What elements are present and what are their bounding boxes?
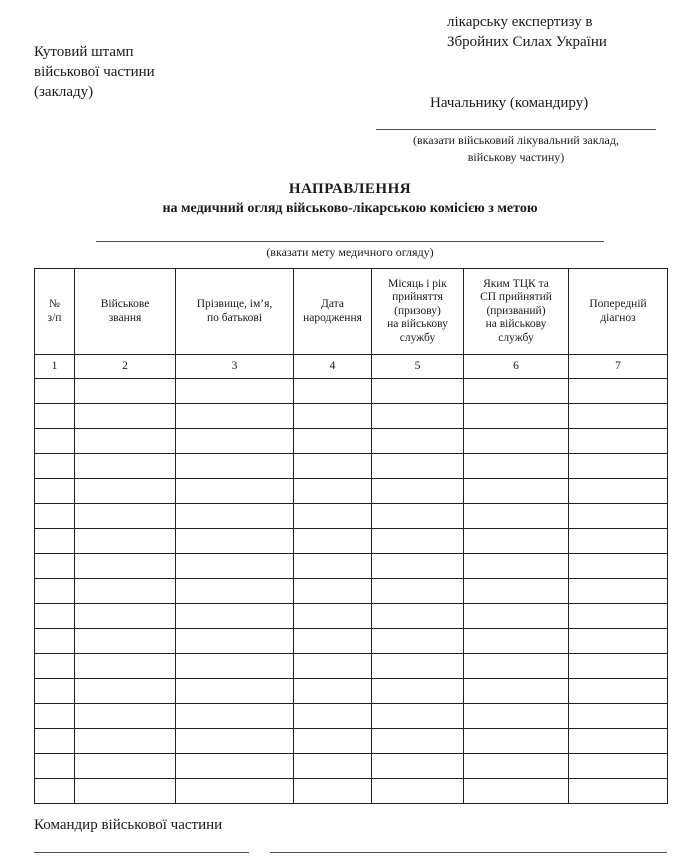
table-cell[interactable] — [464, 579, 569, 604]
addressee-blank-line[interactable] — [376, 129, 656, 130]
table-cell[interactable] — [372, 779, 464, 804]
table-cell[interactable] — [35, 704, 75, 729]
table-cell[interactable] — [75, 604, 176, 629]
column-number-cell: 4 — [294, 355, 372, 379]
table-cell[interactable] — [464, 529, 569, 554]
table-cell[interactable] — [294, 504, 372, 529]
table-header-cell: Прізвище, ім’я, по батькові — [176, 269, 294, 355]
table-cell[interactable] — [294, 704, 372, 729]
table-row — [35, 604, 668, 629]
table-cell[interactable] — [569, 779, 668, 804]
table-cell[interactable] — [75, 654, 176, 679]
table-cell[interactable] — [372, 379, 464, 404]
table-cell[interactable] — [464, 779, 569, 804]
table-cell[interactable] — [464, 679, 569, 704]
table-cell[interactable] — [464, 729, 569, 754]
table-cell[interactable] — [294, 654, 372, 679]
table-cell[interactable] — [569, 379, 668, 404]
table-cell[interactable] — [35, 679, 75, 704]
table-cell[interactable] — [176, 629, 294, 654]
table-cell[interactable] — [294, 554, 372, 579]
table-cell[interactable] — [35, 729, 75, 754]
table-cell[interactable] — [294, 579, 372, 604]
table-cell[interactable] — [294, 479, 372, 504]
table-header-cell: Дата народження — [294, 269, 372, 355]
column-number-cell: 7 — [569, 355, 668, 379]
table-cell[interactable] — [176, 554, 294, 579]
table-cell[interactable] — [75, 404, 176, 429]
table-row — [35, 579, 668, 604]
purpose-blank-line[interactable] — [96, 241, 604, 242]
table-cell[interactable] — [176, 654, 294, 679]
header-approval-line: Збройних Силах України — [447, 34, 607, 50]
column-number-cell: 1 — [35, 355, 75, 379]
table-cell[interactable] — [294, 404, 372, 429]
table-cell[interactable] — [569, 629, 668, 654]
header-approval-text — [447, 0, 607, 52]
table-cell[interactable] — [464, 704, 569, 729]
table-cell[interactable] — [569, 729, 668, 754]
table-cell[interactable] — [75, 479, 176, 504]
table-cell[interactable] — [372, 604, 464, 629]
addressee-label: Начальнику (командиру) — [430, 95, 589, 111]
table-header-cell: Попередній діагноз — [569, 269, 668, 355]
table-cell[interactable] — [176, 379, 294, 404]
corner-stamp-line: (закладу) — [34, 84, 94, 100]
table-cell[interactable] — [75, 554, 176, 579]
table-cell[interactable] — [35, 654, 75, 679]
table-cell[interactable] — [464, 454, 569, 479]
table-cell[interactable] — [294, 379, 372, 404]
corner-stamp-line: військової частини — [34, 64, 155, 80]
table-cell[interactable] — [294, 779, 372, 804]
signature-blank-line-left[interactable] — [34, 852, 249, 853]
table-cell[interactable] — [569, 404, 668, 429]
table-cell[interactable] — [464, 479, 569, 504]
table-cell[interactable] — [294, 679, 372, 704]
table-cell[interactable] — [176, 779, 294, 804]
table-row — [35, 779, 668, 804]
table-cell[interactable] — [35, 504, 75, 529]
table-row — [35, 479, 668, 504]
table-cell[interactable] — [569, 429, 668, 454]
table-cell[interactable] — [372, 579, 464, 604]
table-cell[interactable] — [569, 529, 668, 554]
table-cell[interactable] — [35, 579, 75, 604]
table-cell[interactable] — [176, 429, 294, 454]
table-header-cell: Яким ТЦК та СП прийнятий (призваний) на військову службу — [464, 269, 569, 355]
table-cell[interactable] — [569, 679, 668, 704]
table-cell[interactable] — [75, 754, 176, 779]
addressee-hint-line: (вказати військовий лікувальний заклад, — [413, 133, 619, 147]
table-cell[interactable] — [372, 504, 464, 529]
table-cell[interactable] — [464, 379, 569, 404]
table-cell[interactable] — [464, 754, 569, 779]
table-cell[interactable] — [372, 554, 464, 579]
table-cell[interactable] — [294, 454, 372, 479]
column-number-cell: 3 — [176, 355, 294, 379]
column-number-cell: 5 — [372, 355, 464, 379]
addressee-hint — [376, 132, 656, 166]
table-cell[interactable] — [372, 454, 464, 479]
table-row — [35, 629, 668, 654]
table-cell[interactable] — [569, 704, 668, 729]
table-cell[interactable] — [294, 604, 372, 629]
table-cell[interactable] — [35, 779, 75, 804]
column-number-row — [35, 355, 668, 379]
table-cell[interactable] — [35, 454, 75, 479]
table-cell[interactable] — [294, 729, 372, 754]
table-cell[interactable] — [75, 454, 176, 479]
table-cell[interactable] — [294, 529, 372, 554]
table-cell[interactable] — [35, 754, 75, 779]
table-cell[interactable] — [372, 679, 464, 704]
table-cell[interactable] — [35, 404, 75, 429]
document-subtitle: на медичний огляд військово-лікарською комісією з метою — [162, 201, 538, 216]
document-title: НАПРАВЛЕННЯ — [288, 181, 412, 197]
table-row — [35, 754, 668, 779]
table-cell[interactable] — [372, 479, 464, 504]
referral-table — [34, 268, 668, 804]
table-cell[interactable] — [294, 754, 372, 779]
table-cell[interactable] — [464, 429, 569, 454]
table-cell[interactable] — [176, 529, 294, 554]
table-cell[interactable] — [372, 704, 464, 729]
table-cell[interactable] — [75, 679, 176, 704]
table-row — [35, 679, 668, 704]
column-number-cell: 6 — [464, 355, 569, 379]
table-cell[interactable] — [75, 704, 176, 729]
table-cell[interactable] — [75, 779, 176, 804]
table-row — [35, 554, 668, 579]
table-cell[interactable] — [35, 604, 75, 629]
table-cell[interactable] — [176, 504, 294, 529]
table-cell[interactable] — [75, 379, 176, 404]
table-cell[interactable] — [569, 579, 668, 604]
corner-stamp-line: Кутовий штамп — [34, 44, 134, 60]
table-row — [35, 429, 668, 454]
table-cell[interactable] — [569, 479, 668, 504]
table-cell[interactable] — [464, 654, 569, 679]
table-cell[interactable] — [75, 729, 176, 754]
table-header-cell: Військове звання — [75, 269, 176, 355]
table-cell[interactable] — [294, 429, 372, 454]
table-row — [35, 454, 668, 479]
table-cell[interactable] — [569, 654, 668, 679]
table-cell[interactable] — [176, 479, 294, 504]
table-row — [35, 529, 668, 554]
table-cell[interactable] — [75, 529, 176, 554]
signature-blank-line-right[interactable] — [270, 852, 667, 853]
table-cell[interactable] — [176, 754, 294, 779]
purpose-hint: (вказати мету медичного огляду) — [266, 245, 434, 259]
table-cell[interactable] — [35, 429, 75, 454]
table-cell[interactable] — [75, 504, 176, 529]
table-cell[interactable] — [372, 429, 464, 454]
addressee-hint-line: військову частину) — [467, 150, 565, 164]
table-cell[interactable] — [176, 729, 294, 754]
header-approval-line: лікарську експертизу в — [447, 14, 593, 30]
table-cell[interactable] — [176, 579, 294, 604]
table-cell[interactable] — [569, 554, 668, 579]
table-cell[interactable] — [372, 654, 464, 679]
table-cell[interactable] — [372, 629, 464, 654]
table-cell[interactable] — [569, 504, 668, 529]
table-cell[interactable] — [569, 454, 668, 479]
corner-stamp — [34, 42, 155, 102]
table-cell[interactable] — [464, 629, 569, 654]
table-cell[interactable] — [294, 629, 372, 654]
table-cell[interactable] — [372, 529, 464, 554]
table-cell[interactable] — [35, 529, 75, 554]
table-cell[interactable] — [75, 629, 176, 654]
table-cell[interactable] — [464, 554, 569, 579]
table-header-cell: Місяць і рік прийняття (призову) на військову службу — [372, 269, 464, 355]
table-row — [35, 504, 668, 529]
table-row — [35, 404, 668, 429]
table-cell[interactable] — [464, 404, 569, 429]
table-cell[interactable] — [372, 754, 464, 779]
table-header-cell: № з/п — [35, 269, 75, 355]
table-cell[interactable] — [176, 704, 294, 729]
table-row — [35, 379, 668, 404]
table-cell[interactable] — [176, 454, 294, 479]
signature-label: Командир військової частини — [34, 817, 223, 833]
table-cell[interactable] — [464, 504, 569, 529]
table-row — [35, 654, 668, 679]
table-cell[interactable] — [35, 629, 75, 654]
table-header-row — [35, 269, 668, 355]
table-cell[interactable] — [75, 579, 176, 604]
column-number-cell: 2 — [75, 355, 176, 379]
table-cell[interactable] — [464, 604, 569, 629]
table-row — [35, 704, 668, 729]
table-cell[interactable] — [75, 429, 176, 454]
table-cell[interactable] — [372, 404, 464, 429]
table-cell[interactable] — [569, 754, 668, 779]
table-cell[interactable] — [35, 479, 75, 504]
table-cell[interactable] — [569, 604, 668, 629]
table-cell[interactable] — [35, 379, 75, 404]
table-cell[interactable] — [35, 554, 75, 579]
table-cell[interactable] — [372, 729, 464, 754]
table-cell[interactable] — [176, 679, 294, 704]
table-cell[interactable] — [176, 604, 294, 629]
table-cell[interactable] — [176, 404, 294, 429]
table-row — [35, 729, 668, 754]
